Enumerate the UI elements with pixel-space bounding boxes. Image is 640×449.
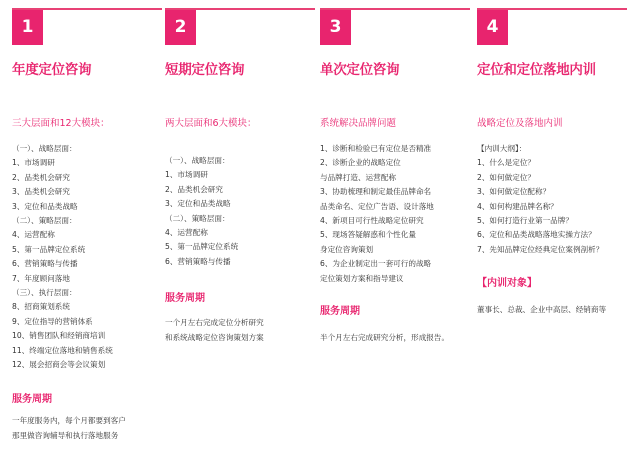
list-item: （一）、战略层面： [165, 156, 230, 165]
module-list [165, 154, 238, 269]
list-item: 5、现场答疑解惑和个性化量 [320, 230, 416, 240]
list-item: 6、营销策略与传播 [165, 256, 231, 266]
column-title: 年度定位咨询 [12, 62, 92, 78]
list-item: 身定位咨询策划 [320, 244, 374, 254]
module-list [12, 142, 113, 373]
column-number-badge: 4 [477, 10, 508, 45]
desc-line: 董事长、总裁、企业中高层、经销商等 [477, 305, 607, 314]
service-period-text [12, 413, 126, 443]
column-title: 短期定位咨询 [165, 62, 245, 78]
desc-line: 和系统战略定位咨询策划方案 [165, 333, 264, 342]
list-item: 3、协助梳理和制定最佳品牌命名 [320, 187, 432, 197]
list-item: 11、终端定位落地和销售系统 [12, 345, 113, 355]
desc-line: 一个月左右完成定位分析研究 [165, 318, 264, 327]
column-subheading: 两大层面和6大模块： [165, 118, 257, 129]
desc-line: 那里做咨询辅导和执行落地服务 [12, 431, 119, 440]
service-column-training [477, 0, 627, 449]
service-column-single [320, 0, 470, 449]
list-item: 4、运营配称 [165, 228, 208, 238]
list-item: 品类命名、定位广告语、设计落地 [320, 201, 434, 211]
problem-list [320, 142, 434, 286]
column-subheading: 系统解决品牌问题 [320, 118, 397, 129]
service-period-text [320, 330, 449, 345]
list-item: 2、如何做定位？ [477, 172, 535, 182]
column-number-badge: 2 [165, 10, 196, 45]
list-item: 1、市场调研 [12, 158, 55, 168]
column-number-badge: 1 [12, 10, 43, 45]
list-item: 12、展会招商会等会议策划 [12, 360, 106, 370]
list-item: 5、第一品牌定位系统 [165, 242, 239, 252]
list-item: 3、定位和品类战略 [12, 201, 78, 211]
service-column-annual [12, 0, 162, 449]
list-item: 6、为企业制定出一套可行的战略 [320, 259, 432, 269]
list-item: 4、运营配称 [12, 230, 55, 240]
service-column-short-term [165, 0, 315, 449]
column-subheading: 三大层面和12大模块： [12, 118, 110, 129]
service-period-heading: 服务周期 [320, 306, 360, 317]
list-item: 与品牌打造、运营配称 [320, 172, 396, 182]
list-item: 1、诊断和检验已有定位是否精准 [320, 144, 432, 153]
desc-line: 一年度服务内，每个月都要到客户 [12, 416, 126, 425]
training-outline-list [477, 142, 603, 257]
list-item: 3、定位和品类战略 [165, 199, 231, 209]
training-audience-text [477, 302, 606, 317]
list-item: 2、品类机会研究 [165, 184, 223, 194]
list-item: 4、如何构建品牌名称？ [477, 201, 558, 211]
desc-line: 半个月左右完成研究分析，形成报告。 [320, 333, 450, 342]
list-item: 10、销售团队和经销商培训 [12, 331, 106, 341]
list-item: 【内训大纲】： [477, 144, 527, 153]
list-item: 定位策划方案和指导建议 [320, 273, 404, 283]
list-item: 5、如何打造行业第一品牌？ [477, 216, 573, 226]
list-item: 6、营销策略与传播 [12, 259, 78, 269]
service-period-heading: 服务周期 [12, 394, 52, 405]
list-item: 5、第一品牌定位系统 [12, 244, 86, 254]
list-item: 6、定位和品类战略落地实操方法？ [477, 230, 596, 240]
list-item: 3、如何做定位配称？ [477, 187, 551, 197]
column-title: 定位和定位落地内训 [477, 62, 596, 78]
list-item: （二）、策略层面： [12, 216, 77, 226]
list-item: 1、什么是定位？ [477, 158, 535, 168]
column-subheading: 战略定位及落地内训 [477, 118, 563, 129]
list-item: 1、市场调研 [165, 170, 208, 180]
list-item: 2、诊断企业的战略定位 [320, 158, 401, 168]
service-period-heading: 服务周期 [165, 293, 205, 304]
list-item: （三）、执行层面： [12, 288, 77, 298]
list-item: （一）、战略层面： [12, 144, 77, 153]
list-item: （二）、策略层面： [165, 213, 230, 223]
list-item: 9、定位指导的营销体系 [12, 316, 93, 326]
training-audience-heading: 【内训对象】 [477, 278, 537, 289]
column-title: 单次定位咨询 [320, 62, 400, 78]
list-item: 3、品类机会研究 [12, 187, 70, 197]
list-item: 7、先知品牌定位经典定位案例剖析？ [477, 244, 604, 254]
list-item: 8、招商策划系统 [12, 302, 70, 312]
list-item: 2、品类机会研究 [12, 172, 70, 182]
list-item: 4、新项目可行性战略定位研究 [320, 216, 424, 226]
list-item: 7、年度顾问落地 [12, 273, 70, 283]
service-period-text [165, 315, 264, 345]
column-number-badge: 3 [320, 10, 351, 45]
